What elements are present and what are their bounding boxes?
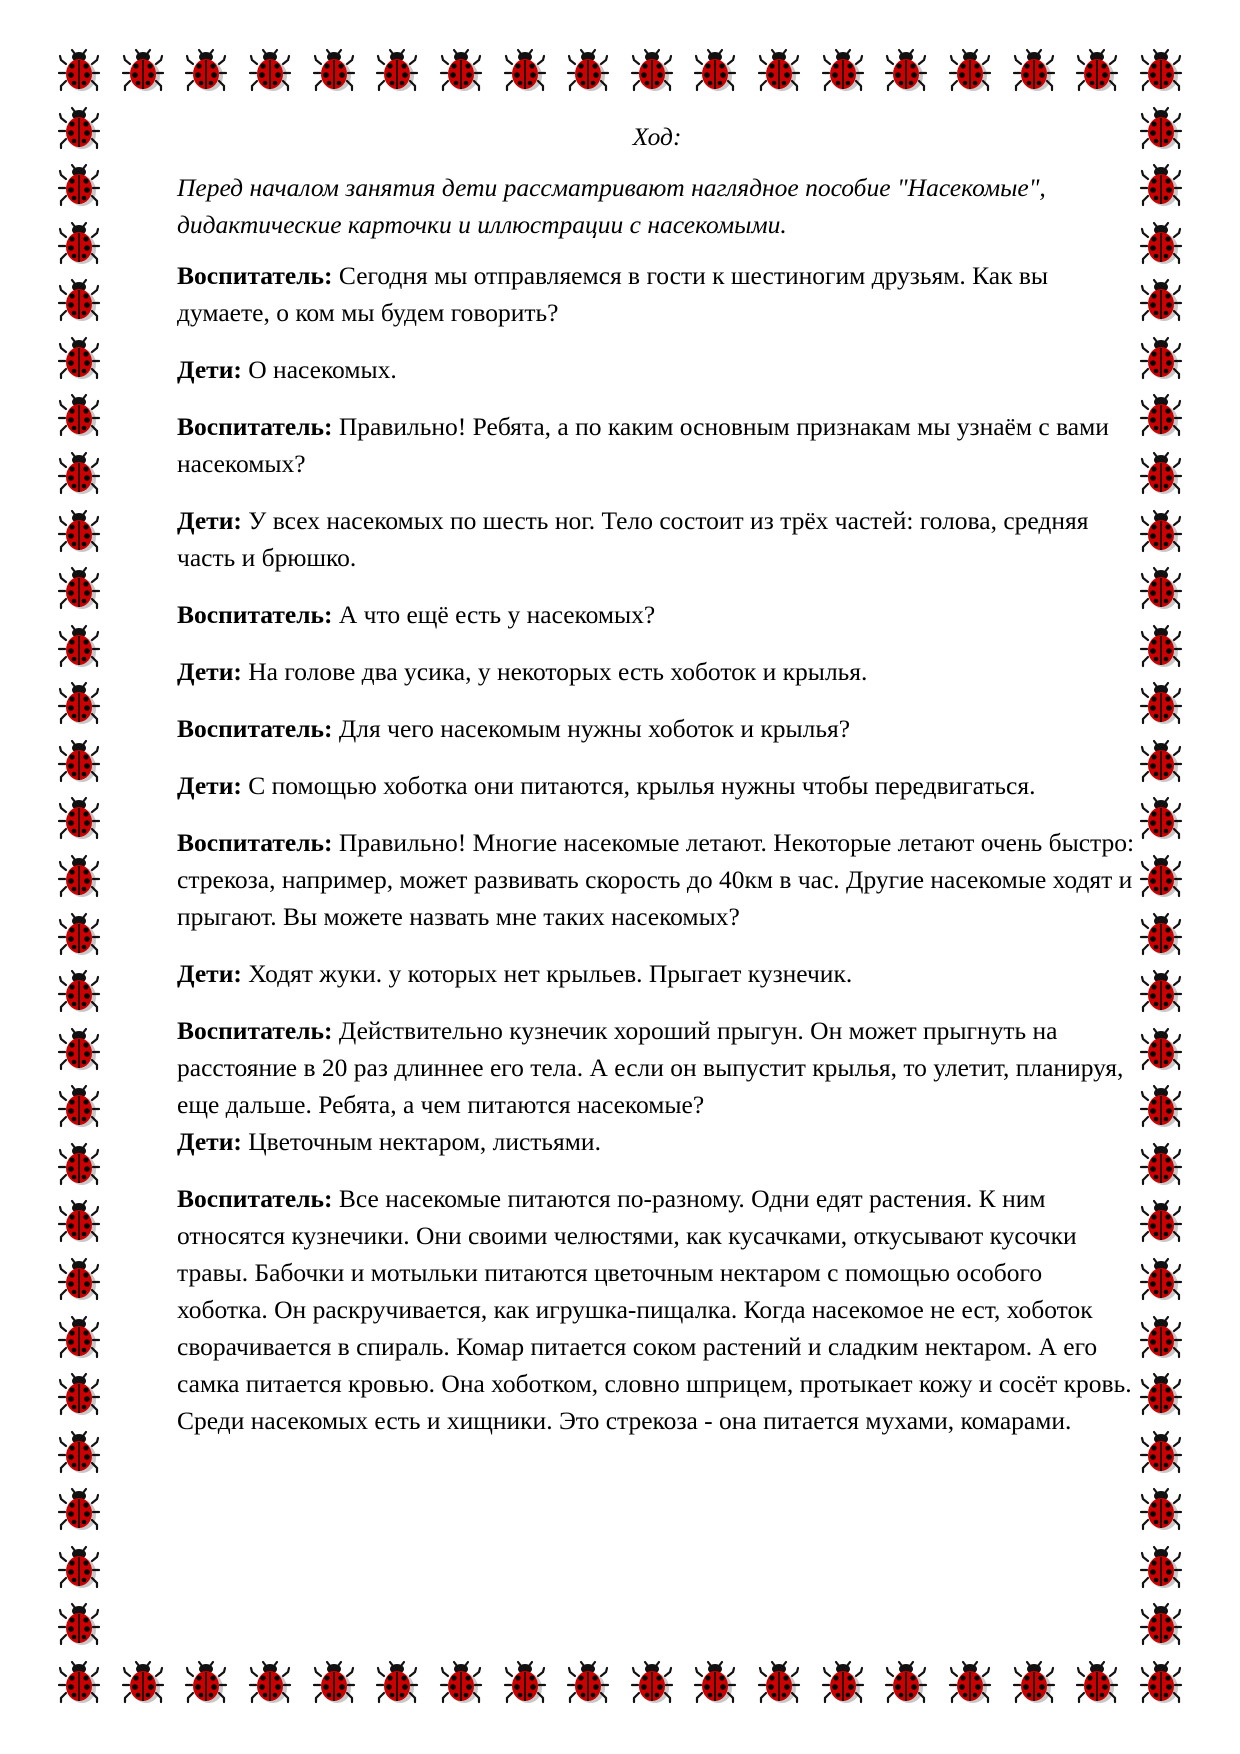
- ladybug-icon: [1138, 969, 1184, 1015]
- speaker-label: Воспитатель:: [177, 1016, 333, 1045]
- ladybug-icon: [56, 1084, 102, 1130]
- ladybug-icon: [1138, 796, 1184, 842]
- ladybug-icon: [183, 1660, 229, 1706]
- ladybug-icon: [1074, 48, 1120, 94]
- ladybug-icon: [1011, 1660, 1057, 1706]
- ladybug-icon: [947, 1660, 993, 1706]
- ladybug-icon: [56, 48, 102, 94]
- dialogue-paragraph: [177, 767, 1137, 804]
- speaker-label: Воспитатель:: [177, 714, 333, 743]
- ladybug-icon: [1138, 1315, 1184, 1361]
- ladybug-icon: [883, 1660, 929, 1706]
- ladybug-icon: [1138, 451, 1184, 497]
- dialogue-paragraph: [177, 502, 1137, 576]
- ladybug-icon: [374, 48, 420, 94]
- ladybug-icon: [1138, 1257, 1184, 1303]
- ladybug-icon: [629, 48, 675, 94]
- dialogue-paragraph: [177, 824, 1137, 935]
- paragraph-text: А что ещё есть у насекомых?: [338, 600, 656, 629]
- ladybug-icon: [56, 969, 102, 1015]
- paragraph-text: Сегодня мы отправляемся в гости к шестиногим друзьям. Как вы думаете, о ком мы будем говорить?: [177, 261, 1049, 327]
- paragraph-text: У всех насекомых по шесть ног. Тело состоит из трёх частей: голова, средняя часть и брюшко.: [177, 506, 1089, 572]
- dialogue-paragraph: [177, 1180, 1137, 1439]
- ladybug-icon: [629, 1660, 675, 1706]
- dialogue-paragraph: [177, 955, 1137, 992]
- ladybug-icon: [56, 681, 102, 727]
- speaker-label: Дети:: [177, 771, 242, 800]
- ladybug-icon: [374, 1660, 420, 1706]
- dialogue-paragraph: [177, 351, 1137, 388]
- ladybug-icon: [756, 1660, 802, 1706]
- paragraph-text: Правильно! Многие насекомые летают. Некоторые летают очень быстро: стрекоза, например, может развивать скорость до 40км в час. Другие насекомые ходят и прыгают. Вы можете назвать мне таких насекомых?: [177, 828, 1135, 931]
- section-heading: Ход:: [632, 122, 682, 151]
- paragraph-text: На голове два усика, у некоторых есть хоботок и крылья.: [248, 657, 868, 686]
- speaker-label: Воспитатель:: [177, 828, 333, 857]
- ladybug-icon: [56, 106, 102, 152]
- ladybug-icon: [120, 1660, 166, 1706]
- ladybug-icon: [1138, 163, 1184, 209]
- ladybug-icon: [1138, 1660, 1184, 1706]
- ladybug-icon: [1138, 221, 1184, 267]
- ladybug-icon: [56, 163, 102, 209]
- ladybug-icon: [1138, 1199, 1184, 1245]
- ladybug-icon: [56, 1142, 102, 1188]
- dialogue-paragraph: [177, 596, 1137, 633]
- ladybug-icon: [56, 221, 102, 267]
- dialogue-paragraph: [177, 408, 1137, 482]
- ladybug-icon: [502, 1660, 548, 1706]
- ladybug-icon: [56, 336, 102, 382]
- ladybug-icon: [56, 1257, 102, 1303]
- ladybug-icon: [56, 1315, 102, 1361]
- ladybug-icon: [502, 48, 548, 94]
- ladybug-icon: [56, 796, 102, 842]
- ladybug-icon: [120, 48, 166, 94]
- intro-paragraph: Перед началом занятия дети рассматривают наглядное пособие "Насекомые", дидактические карточки и иллюстрации с насекомыми.: [177, 173, 1046, 239]
- ladybug-icon: [56, 1199, 102, 1245]
- speaker-label: Воспитатель:: [177, 412, 333, 441]
- paragraph-text: Цветочным нектаром, листьями.: [248, 1127, 601, 1156]
- ladybug-icon: [56, 566, 102, 612]
- document-body: [177, 118, 1137, 1459]
- ladybug-icon: [692, 48, 738, 94]
- ladybug-icon: [565, 1660, 611, 1706]
- ladybug-icon: [1138, 336, 1184, 382]
- ladybug-icon: [56, 393, 102, 439]
- ladybug-icon: [1011, 48, 1057, 94]
- ladybug-icon: [56, 1545, 102, 1591]
- paragraph-text: С помощью хоботка они питаются, крылья нужны чтобы передвигаться.: [248, 771, 1036, 800]
- ladybug-icon: [247, 1660, 293, 1706]
- ladybug-icon: [1138, 1372, 1184, 1418]
- ladybug-icon: [438, 1660, 484, 1706]
- ladybug-icon: [56, 624, 102, 670]
- ladybug-icon: [1138, 278, 1184, 324]
- ladybug-icon: [1138, 1142, 1184, 1188]
- ladybug-icon: [947, 48, 993, 94]
- ladybug-icon: [756, 48, 802, 94]
- ladybug-icon: [1138, 1430, 1184, 1476]
- ladybug-icon: [1138, 1602, 1184, 1648]
- speaker-label: Воспитатель:: [177, 600, 333, 629]
- ladybug-icon: [247, 48, 293, 94]
- ladybug-icon: [56, 912, 102, 958]
- ladybug-icon: [56, 854, 102, 900]
- ladybug-icon: [438, 48, 484, 94]
- paragraph-text: Для чего насекомым нужны хоботок и крылья?: [338, 714, 851, 743]
- ladybug-icon: [1138, 48, 1184, 94]
- ladybug-icon: [56, 451, 102, 497]
- ladybug-icon: [1138, 681, 1184, 727]
- ladybug-icon: [56, 1602, 102, 1648]
- dialogue-paragraph: [177, 710, 1137, 747]
- ladybug-icon: [1138, 854, 1184, 900]
- speaker-label: Дети:: [177, 1127, 242, 1156]
- speaker-label: Дети:: [177, 506, 242, 535]
- ladybug-icon: [1138, 912, 1184, 958]
- ladybug-icon: [56, 278, 102, 324]
- ladybug-icon: [311, 48, 357, 94]
- ladybug-icon: [820, 1660, 866, 1706]
- ladybug-icon: [1138, 624, 1184, 670]
- ladybug-icon: [1138, 1487, 1184, 1533]
- ladybug-icon: [56, 739, 102, 785]
- paragraph-text: Действительно кузнечик хороший прыгун. Он может прыгнуть на расстояние в 20 раз длиннее его тела. А если он выпустит крылья, то улетит, планируя, еще дальше. Ребята, а чем питаются насекомые?: [177, 1016, 1124, 1119]
- ladybug-icon: [1074, 1660, 1120, 1706]
- paragraph-text: Правильно! Ребята, а по каким основным признакам мы узнаём с вами насекомых?: [177, 412, 1109, 478]
- dialogue-paragraph: [177, 257, 1137, 331]
- ladybug-icon: [1138, 739, 1184, 785]
- ladybug-icon: [56, 509, 102, 555]
- ladybug-icon: [183, 48, 229, 94]
- paragraph-text: О насекомых.: [248, 355, 397, 384]
- ladybug-icon: [56, 1430, 102, 1476]
- ladybug-icon: [1138, 106, 1184, 152]
- paragraph-text: Ходят жуки. у которых нет крыльев. Прыгает кузнечик.: [248, 959, 853, 988]
- ladybug-icon: [56, 1660, 102, 1706]
- ladybug-icon: [56, 1027, 102, 1073]
- speaker-label: Воспитатель:: [177, 1184, 333, 1213]
- ladybug-icon: [1138, 1545, 1184, 1591]
- speaker-label: Дети:: [177, 355, 242, 384]
- ladybug-icon: [311, 1660, 357, 1706]
- speaker-label: Воспитатель:: [177, 261, 333, 290]
- dialogue-paragraph: [177, 653, 1137, 690]
- dialogue-paragraph: [177, 1012, 1137, 1123]
- ladybug-icon: [1138, 1027, 1184, 1073]
- ladybug-icon: [692, 1660, 738, 1706]
- ladybug-icon: [1138, 566, 1184, 612]
- ladybug-icon: [883, 48, 929, 94]
- speaker-label: Дети:: [177, 657, 242, 686]
- ladybug-icon: [56, 1487, 102, 1533]
- speaker-label: Дети:: [177, 959, 242, 988]
- dialogue-paragraph: [177, 1123, 1137, 1160]
- ladybug-icon: [1138, 1084, 1184, 1130]
- ladybug-icon: [1138, 393, 1184, 439]
- paragraph-text: Все насекомые питаются по-разному. Одни едят растения. К ним относятся кузнечики. Они своими челюстями, как кусачками, откусывают кусочки травы. Бабочки и мотыльки питаются цветочным нектаром с помощью особого хоботка. Он раскручивается, как игрушка-пищалка. Когда насекомое не ест, хоботок сворачивается в спираль. Комар питается соком растений и сладким нектаром. А его самка питается кровью. Она хоботком, словно шприцем, протыкает кожу и сосёт кровь. Среди насекомых есть и хищники. Это стрекоза - она питается мухами, комарами.: [177, 1184, 1132, 1435]
- ladybug-icon: [1138, 509, 1184, 555]
- ladybug-icon: [565, 48, 611, 94]
- ladybug-icon: [56, 1372, 102, 1418]
- ladybug-icon: [820, 48, 866, 94]
